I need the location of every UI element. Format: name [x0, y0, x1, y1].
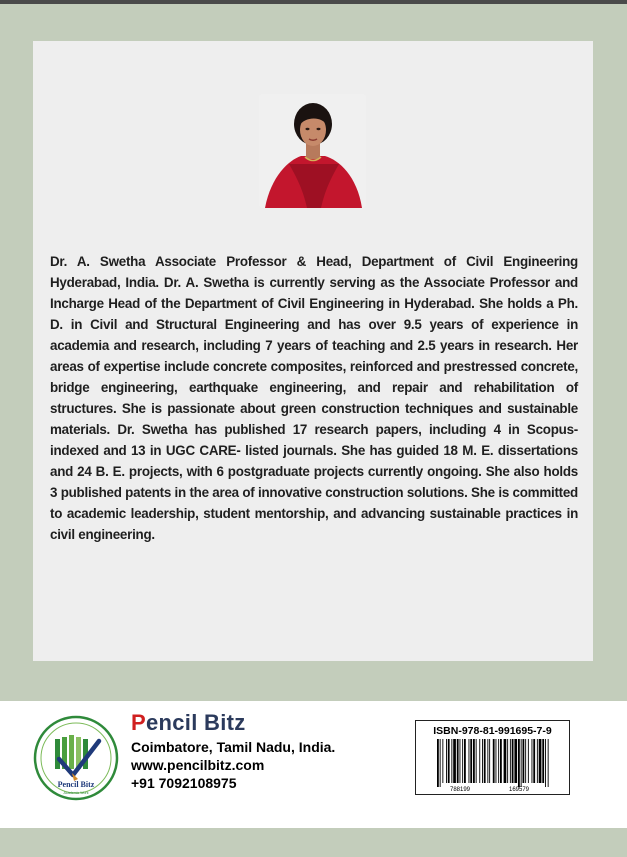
barcode-bar	[518, 739, 520, 787]
barcode-bar	[548, 739, 549, 787]
barcode-bar	[500, 739, 502, 783]
barcode-bar	[487, 739, 488, 783]
barcode-bar	[446, 739, 447, 783]
barcode-bar	[453, 739, 456, 783]
barcode-bar	[442, 739, 443, 783]
barcode-bar	[510, 739, 511, 783]
barcode-bar	[532, 739, 533, 783]
logo-tagline: Academic Work	[63, 791, 89, 795]
barcode-bar	[504, 739, 507, 783]
barcode-bar	[451, 739, 452, 783]
barcode-digits-left: 788199	[449, 787, 471, 793]
barcode-bar	[440, 739, 441, 787]
barcode-bar	[528, 739, 529, 783]
barcode-bar	[523, 739, 525, 783]
publisher-name-initial: P	[131, 710, 146, 735]
barcode-bar	[473, 739, 475, 783]
bottom-band	[0, 828, 627, 857]
barcode-bar	[539, 739, 542, 783]
pencil-bitz-logo	[33, 715, 119, 801]
publisher-address: Coimbatore, Tamil Nadu, India.	[131, 739, 336, 755]
barcode-bar	[470, 739, 472, 783]
author-photo	[259, 94, 366, 208]
isbn-barcode	[415, 720, 570, 795]
barcode-bar	[533, 739, 535, 783]
barcode-bar	[493, 739, 495, 783]
publisher-website: www.pencilbitz.com	[131, 757, 265, 773]
isbn-label: ISBN-978-81-991695-7-9	[433, 725, 552, 737]
barcode-bar	[484, 739, 486, 783]
barcode-bar	[542, 739, 544, 783]
barcode-bar	[482, 739, 483, 783]
barcode-bar	[479, 739, 480, 783]
top-rule	[0, 0, 627, 4]
barcode-bar	[462, 739, 463, 783]
barcode-bars	[416, 721, 569, 794]
barcode-bar	[460, 739, 461, 783]
barcode-bar	[545, 739, 546, 787]
barcode-bar	[507, 739, 508, 783]
barcode-bar	[514, 739, 517, 783]
barcode-bar	[464, 739, 466, 783]
publisher-phone: +91 7092108975	[131, 775, 237, 791]
barcode-bar	[469, 739, 470, 783]
barcode-bar	[489, 739, 490, 783]
barcode-bar	[496, 739, 497, 783]
publisher-name	[131, 710, 246, 736]
barcode-bar	[476, 739, 477, 783]
publisher-name-rest: encil Bitz	[145, 710, 246, 735]
barcode-bar	[512, 739, 514, 783]
barcode-bar	[498, 739, 499, 783]
barcode-bar	[457, 739, 459, 783]
barcode-bar	[437, 739, 439, 787]
logo-text: Pencil Bitz	[57, 780, 95, 789]
barcode-digits-right: 169579	[508, 787, 530, 793]
barcode-bar	[537, 739, 538, 783]
barcode-bar	[448, 739, 450, 783]
barcode-bar	[525, 739, 526, 783]
author-bio: Dr. A. Swetha Associate Professor & Head, Department of Civil Engineering Hyderabad, India. Dr. A. Swetha is currently serving as the Associate Professor and Incharge Head of the Department of Civil Engineering in Hyderabad. She holds a Ph. D. in Civil and Structural Engineering and has over 9.5 years of experience in academia and research, including 7 years of teaching and 2.5 years in research. Her areas of expertise include concrete composites, reinforced and prestressed concrete, bridge engineering, earthquake engineering, and repair and rehabilitation of structures. She is passionate about green construction techniques and sustainable materials. Dr. Swetha has published 17 research papers, including 4 in Scopus-indexed and 13 in UGC CARE- listed journals. She has guided 18 M. E. dissertations and 24 B. E. projects, with 6 postgraduate projects currently ongoing. She also holds 3 published patents in the area of innovative construction solutions. She is committed to academic leadership, student mentorship, and advancing sustainable practices in civil engineering.	[50, 254, 578, 542]
publisher-footer	[0, 701, 627, 828]
barcode-bar	[521, 739, 522, 787]
author-panel	[33, 41, 593, 661]
